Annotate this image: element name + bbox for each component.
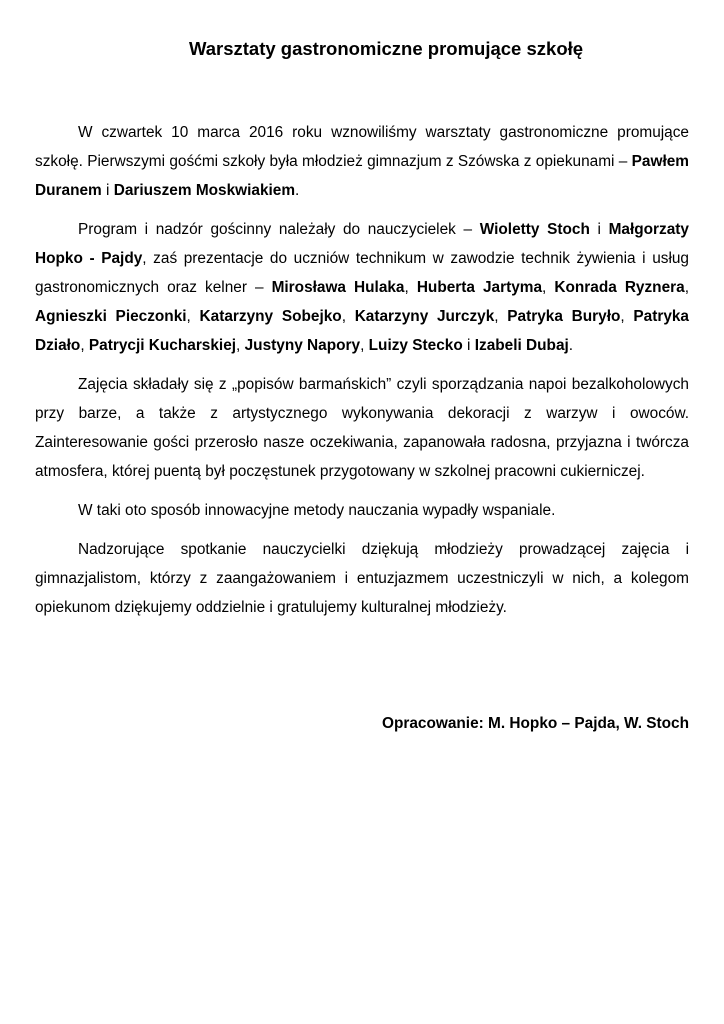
p2-sep-2: , xyxy=(542,279,555,296)
p2-student-2: Huberta Jartyma xyxy=(416,279,543,296)
p2-text-2: i xyxy=(589,221,609,238)
p2-text-1: Program i nadzór gościnny należały do nauczycielek – xyxy=(78,221,480,238)
p2-text-3: , zaś prezentacje do uczniów technikum w zawodzie technik żywienia i usług gastronomicznych oraz kelner – xyxy=(35,250,689,296)
signature: Opracowanie: M. Hopko – Pajda, W. Stoch xyxy=(381,715,689,732)
document-body xyxy=(35,118,689,622)
p2-end: . xyxy=(568,337,574,354)
p2-student-12: Izabeli Dubaj xyxy=(474,337,569,354)
p1-text-3: . xyxy=(295,182,300,199)
p2-sep-1: , xyxy=(404,279,417,296)
document-title: Warsztaty gastronomiczne promujące szkołę xyxy=(188,38,584,59)
paragraph-5: Nadzorujące spotkanie nauczycielki dziękują młodzieży prowadzącej zajęcia i gimnazjalistom, którzy z zaangażowaniem i entuzjazmem uczestniczyli w nich, a kolegom opiekunom dziękujemy oddzielnie i gratulujemy kulturalnej młodzieży. xyxy=(35,541,689,616)
p2-sep-9: , xyxy=(236,337,245,354)
p2-student-6: Katarzyny Jurczyk xyxy=(354,308,495,325)
paragraph-3: Zajęcia składały się z „popisów barmańskich” czyli sporządzania napoi bezalkoholowych przy barze, a także z artystycznego wykonywania dekoracji z warzyw i owoców. Zainteresowanie gości przerosło nasze oczekiwania, zapanowała radosna, przyjazna i twórcza atmosfera, której puentą był poczęstunek przygotowany w szkolnej pracowni cukierniczej. xyxy=(35,376,689,480)
p2-student-7: Patryka Buryło xyxy=(507,308,621,325)
p2-student-10: Justyny Napory xyxy=(244,337,361,354)
p2-name-2: Małgorzaty Hopko - Pajdy xyxy=(35,221,689,267)
p2-and: i xyxy=(462,337,475,354)
p1-name-2: Dariuszem Moskwiakiem xyxy=(113,182,296,199)
p1-text-1: W czwartek 10 marca 2016 roku wznowiliśmy warsztaty gastronomiczne promujące szkołę. Pierwszymi gośćmi szkoły była młodzież gimnazjum z Szówska z opiekunami – xyxy=(35,124,689,170)
p2-sep-5: , xyxy=(341,308,355,325)
p2-student-11: Luizy Stecko xyxy=(368,337,463,354)
paragraph-2 xyxy=(35,215,689,360)
p2-sep-3: , xyxy=(684,279,689,296)
p2-student-8: Patryka Działo xyxy=(35,308,689,354)
paragraph-4: W taki oto sposób innowacyjne metody nauczania wypadły wspaniale. xyxy=(78,502,556,519)
p2-student-1: Mirosława Hulaka xyxy=(271,279,405,296)
p2-student-3: Konrada Ryznera xyxy=(554,279,685,296)
p2-student-4: Agnieszki Pieczonki xyxy=(35,308,187,325)
p2-sep-6: , xyxy=(494,308,508,325)
p2-sep-8: , xyxy=(80,337,89,354)
p2-student-9: Patrycji Kucharskiej xyxy=(88,337,237,354)
p2-sep-7: , xyxy=(620,308,634,325)
p1-name-1: Pawłem Duranem xyxy=(35,153,689,199)
p2-sep-4: , xyxy=(186,308,200,325)
p2-name-1: Wioletty Stoch xyxy=(479,221,590,238)
paragraph-1 xyxy=(35,118,689,205)
p2-student-5: Katarzyny Sobejko xyxy=(199,308,342,325)
p2-sep-10: , xyxy=(360,337,369,354)
p1-text-2: i xyxy=(101,182,114,199)
